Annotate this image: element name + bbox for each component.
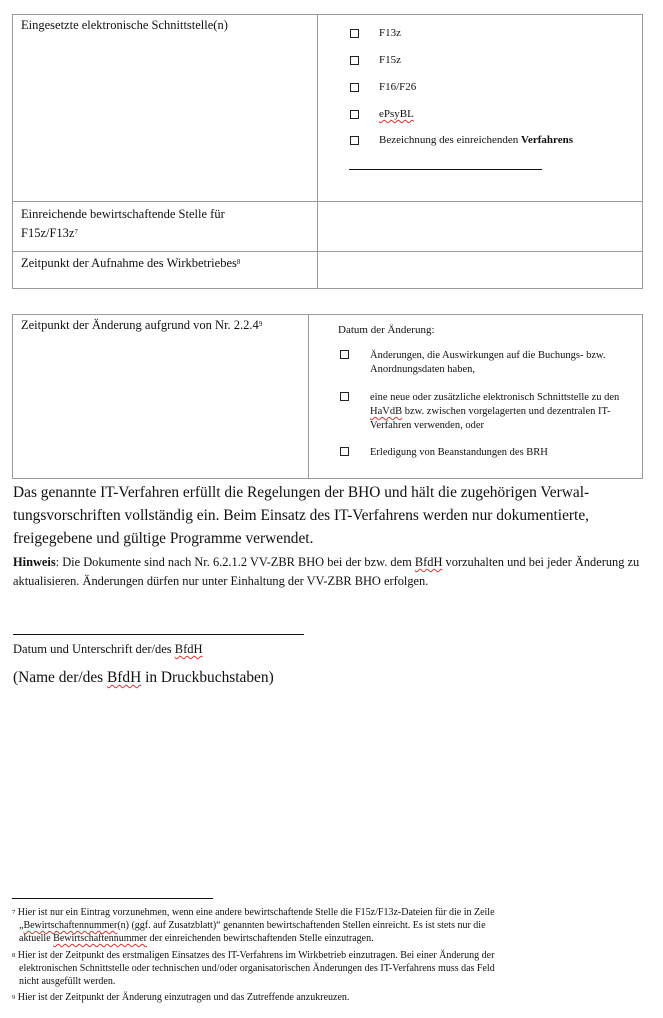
footnote-7: $^7$ Hier ist nur ein Eintrag vorzunehmen, wenn eine andere bewirtschaftende Stelle die F15z/F13z-Dateien für die in Zeile „Bewirtschaftennummer(n) (ggf. auf Zusatzblatt)“ genannten bewirtschaftenden Stellen einreicht. Es ist stets nur die aktuelle Bewirtschaftennummer der einreichenden bewirtschaftenden Stelle einzutragen. xyxy=(12,907,495,944)
submitting-office-input-cell[interactable] xyxy=(318,202,643,252)
checkbox[interactable] xyxy=(340,447,349,456)
checkbox[interactable] xyxy=(350,29,359,38)
go-live-label-cell xyxy=(13,252,318,289)
compliance-statement: Das genannte IT-Verfahren erfüllt die Regelungen der BHO und hält die zugehörigen Verwal- tungsvorschriften vollständig ein. Beim Einsatz des IT-Verfahrens werden nur dokumentierte, freigegebene und gültige Programme verwendet. xyxy=(13,484,590,547)
interface-table xyxy=(12,14,643,289)
footnote-separator xyxy=(12,898,213,899)
checkbox[interactable] xyxy=(350,136,359,145)
checkbox[interactable] xyxy=(340,392,349,401)
checkbox[interactable] xyxy=(350,110,359,119)
footnote-8: $^8$ Hier ist der Zeitpunkt des erstmaligen Einsatzes des IT-Verfahrens im Wirkbetrieb einzutragen. Bei einer Änderung der elektronischen Schnittstelle oder technischen und/oder organisatorischen Änderungen des IT-Verfahrens muss das Feld nicht ausgefüllt werden. xyxy=(12,950,495,987)
checkbox[interactable] xyxy=(350,56,359,65)
interface-options-cell: F13z F15z F16/F26 ePsyBL Bezeichnung des einreichenden Verfahrens xyxy=(318,15,643,202)
submitting-office-label: Einreichende bewirtschaftende Stelle für $F15z/F13z^7$ xyxy=(21,207,225,240)
go-live-input-cell[interactable] xyxy=(318,252,643,289)
footnote-9: $^9$ Hier ist der Zeitpunkt der Änderung einzutragen und das Zutreffende anzukreuzen. xyxy=(12,992,350,1003)
change-table xyxy=(12,314,643,479)
change-label: Zeitpunkt der Änderung aufgrund von Nr. 2.2.4$^9$ xyxy=(21,318,263,332)
checkbox[interactable] xyxy=(340,350,349,359)
change-options-cell: Datum der Änderung: Änderungen, die Auswirkungen auf die Buchungs- bzw. Anordnungsdaten haben, eine neue oder zusätzliche elektronisch Schnittstelle zu den HaVdB bzw. zwischen vorgelagerten und dezentralen IT-Verfahren verwenden, oder Erledigung von Beanstandungen des BRH xyxy=(309,315,643,479)
change-date-label: Datum der Änderung: xyxy=(338,324,435,336)
signature-label: Datum und Unterschrift der/des BfdH xyxy=(13,642,203,656)
interface-label-cell xyxy=(13,15,318,202)
interface-label: Eingesetzte elektronische Schnittstelle(n) xyxy=(21,18,228,32)
submitting-office-label-cell xyxy=(13,202,318,252)
signature-name-note: (Name der/des BfdH in Druckbuchstaben) xyxy=(13,669,274,686)
checkbox[interactable] xyxy=(350,83,359,92)
change-label-cell xyxy=(13,315,309,479)
procedure-name-line[interactable] xyxy=(349,169,542,170)
go-live-label: Zeitpunkt der Aufnahme des Wirkbetriebes$^8$ xyxy=(21,256,241,270)
hint-paragraph: Hinweis: Die Dokumente sind nach Nr. 6.2.1.2 VV-ZBR BHO bei der bzw. dem BfdH vorzuhalten und bei jeder Änderung zu aktualisieren. Änderungen dürfen nur unter Einhaltung der VV-ZBR BHO erfolgen. xyxy=(13,555,640,588)
signature-line[interactable] xyxy=(13,634,304,635)
